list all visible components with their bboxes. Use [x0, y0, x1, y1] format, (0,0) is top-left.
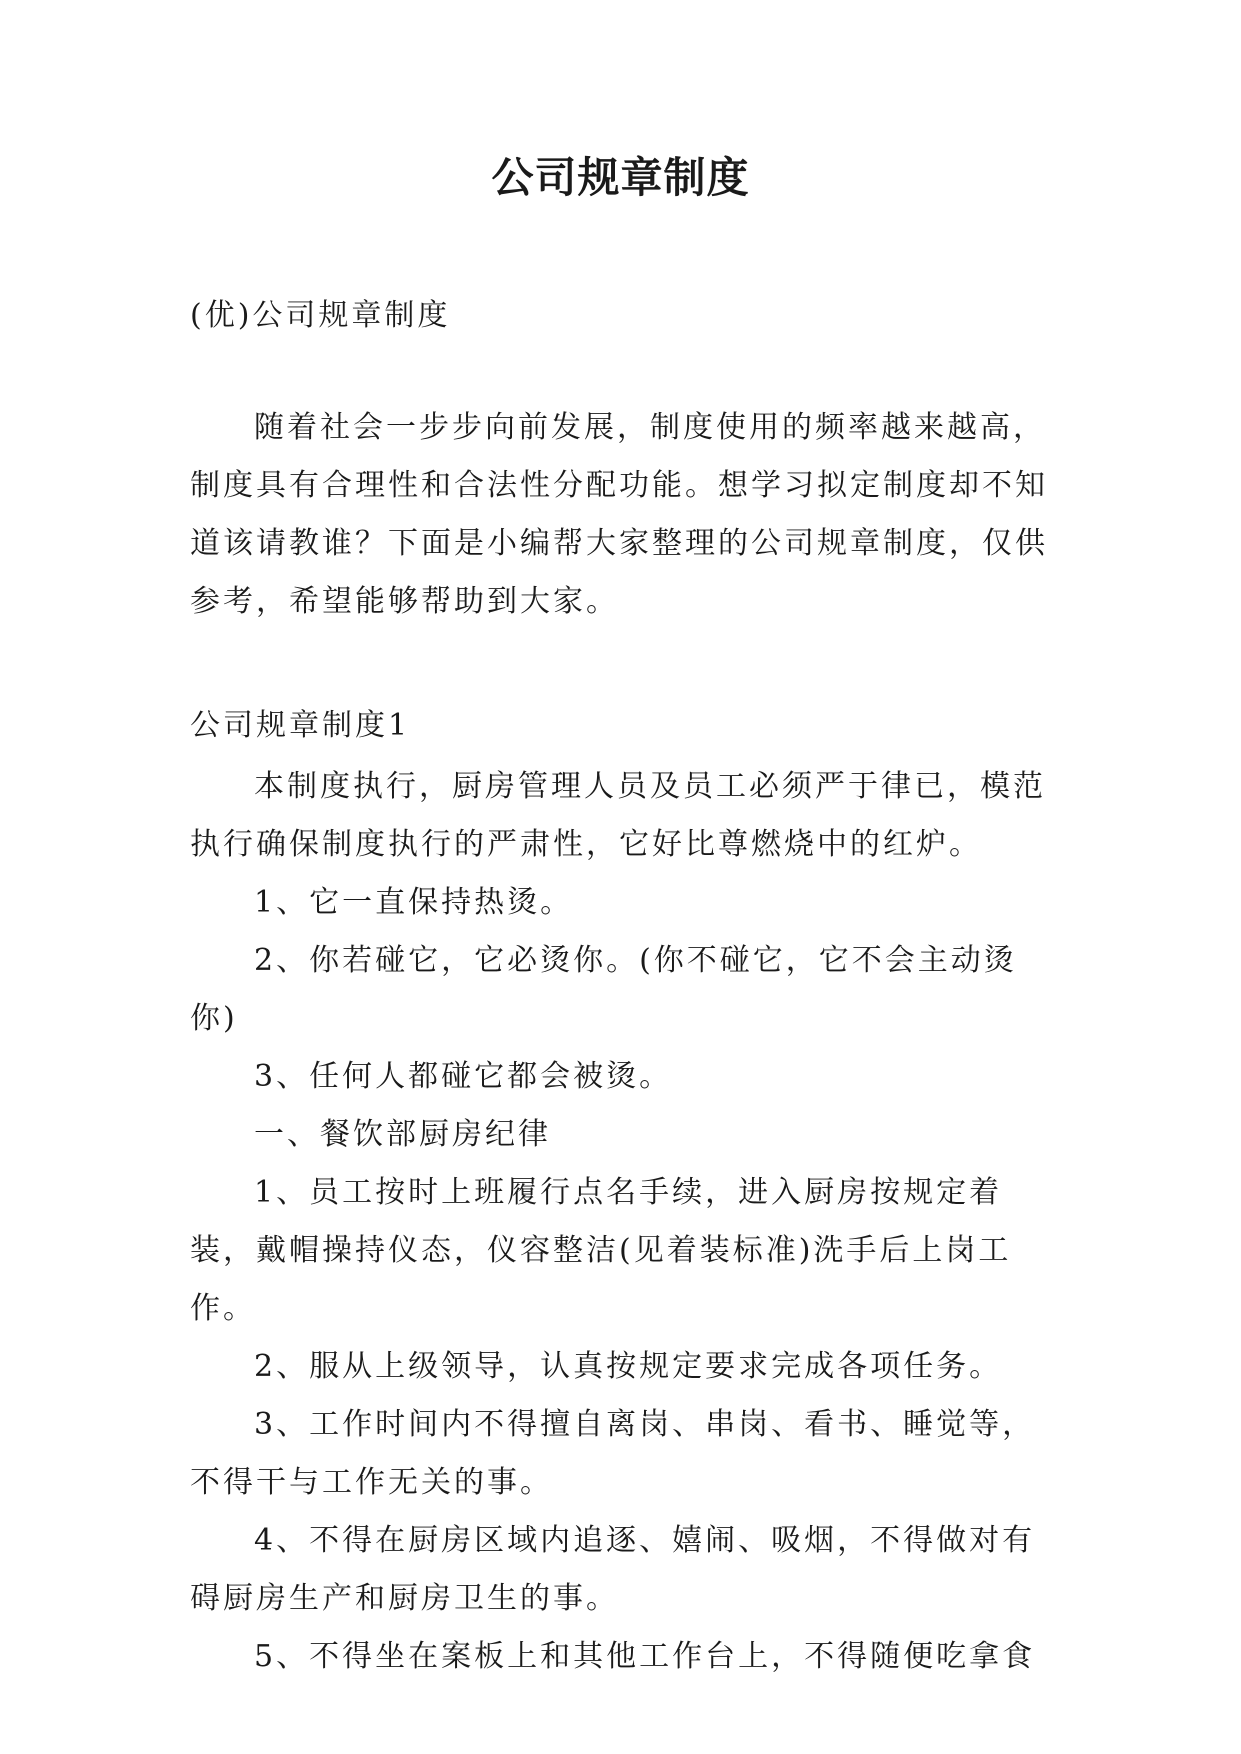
list-item: 5、不得坐在案板上和其他工作台上，不得随便吃拿食 — [254, 1639, 1036, 1674]
list-item: 2、你若碰它，它必烫你。(你不碰它，它不会主动烫你) — [190, 943, 1017, 1036]
document-title: 公司规章制度 — [491, 153, 750, 202]
list-item: 1、员工按时上班履行点名手续，进入厨房按规定着装，戴帽操持仪态，仪容整洁(见着装标准)洗手后上岗工作。 — [190, 1175, 1012, 1326]
intro-paragraph: 随着社会一步步向前发展，制度使用的频率越来越高，制度具有合理性和合法性分配功能。想学习拟定制度却不知道该请教谁？下面是小编帮大家整理的公司规章制度，仅供参考，希望能够帮助到大家。 — [190, 410, 1048, 619]
subsection-heading: 一、餐饮部厨房纪律 — [254, 1117, 551, 1152]
list-item: 3、任何人都碰它都会被烫。 — [254, 1059, 673, 1094]
list-item: 4、不得在厨房区域内追逐、嬉闹、吸烟，不得做对有碍厨房生产和厨房卫生的事。 — [190, 1523, 1036, 1616]
list-item: 2、服从上级领导，认真按规定要求完成各项任务。 — [254, 1349, 1003, 1384]
list-item: 3、工作时间内不得擅自离岗、串岗、看书、睡觉等，不得干与工作无关的事。 — [190, 1407, 1036, 1500]
section-heading: 公司规章制度1 — [190, 708, 411, 743]
list-item: 1、它一直保持热烫。 — [254, 885, 574, 920]
section-body — [190, 758, 1060, 1686]
document-subtitle: (优)公司规章制度 — [190, 298, 451, 333]
paragraph: 本制度执行，厨房管理人员及员工必须严于律已，模范执行确保制度执行的严肃性，它好比尊燃烧中的红炉。 — [190, 769, 1046, 862]
